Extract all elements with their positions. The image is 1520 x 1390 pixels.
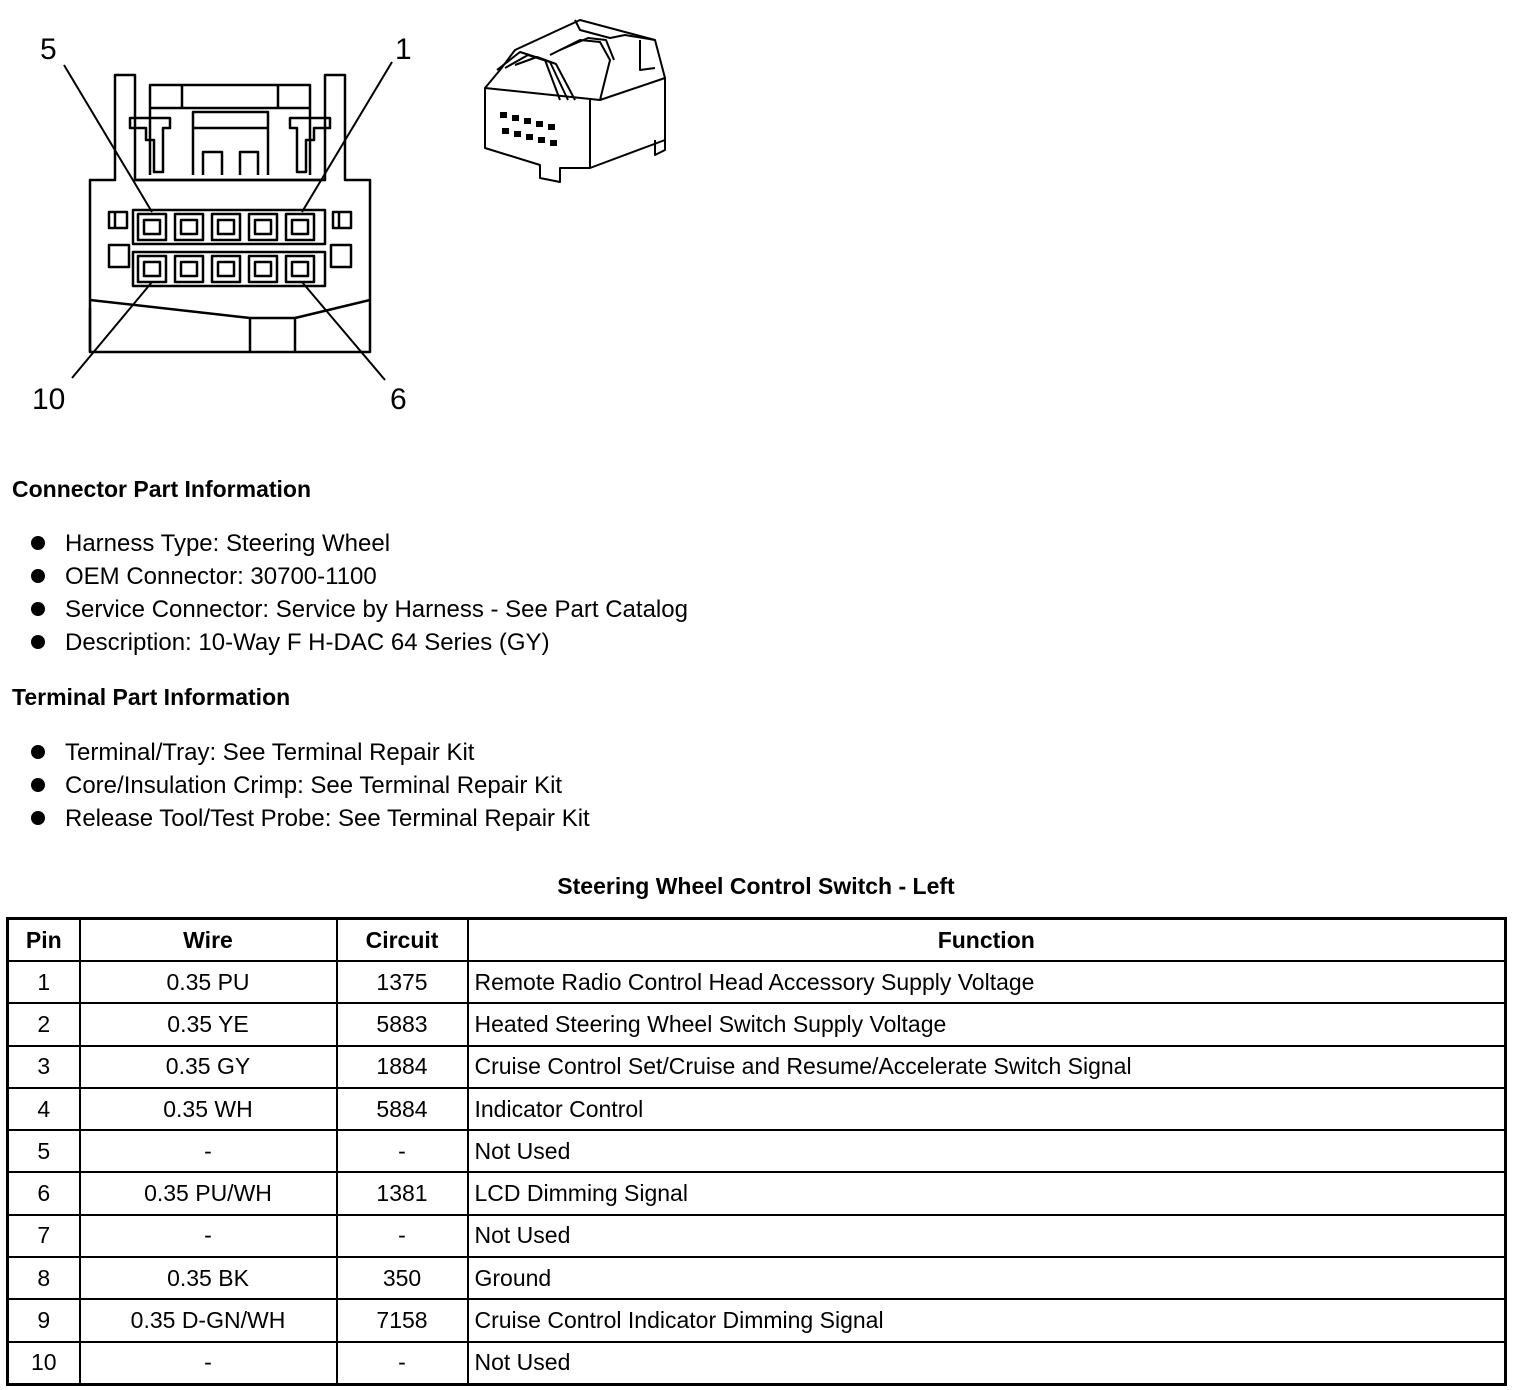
- cell-function: Cruise Control Indicator Dimming Signal: [468, 1299, 1506, 1341]
- cell-function: Heated Steering Wheel Switch Supply Voltage: [468, 1003, 1506, 1045]
- table-row: [8, 1172, 1506, 1214]
- cell-pin: 7: [8, 1215, 80, 1257]
- leader-line-5: [64, 65, 152, 212]
- right-key-bottom: [331, 245, 351, 267]
- cell-function: Ground: [468, 1257, 1506, 1299]
- header-circuit: Circuit: [337, 919, 468, 962]
- cell-pin: 10: [8, 1342, 80, 1385]
- table-row: [8, 1003, 1506, 1045]
- bullet-icon: [31, 536, 45, 550]
- list-item: Service Connector: Service by Harness - See Part Catalog: [28, 593, 688, 626]
- cell-circuit: 5884: [337, 1088, 468, 1130]
- list-item: Harness Type: Steering Wheel: [28, 527, 688, 560]
- cell-wire: -: [80, 1130, 337, 1172]
- leader-line-10: [72, 282, 152, 378]
- cell-pin: 8: [8, 1257, 80, 1299]
- header-function: Function: [468, 919, 1506, 962]
- cell-function: Not Used: [468, 1130, 1506, 1172]
- cell-wire: 0.35 WH: [80, 1088, 337, 1130]
- cell-circuit: 5883: [337, 1003, 468, 1045]
- table-row: [8, 1342, 1506, 1385]
- pin-label-1: 1: [395, 33, 412, 66]
- connector-diagram: [0, 0, 700, 440]
- cell-wire: 0.35 PU: [80, 961, 337, 1003]
- cell-circuit: 350: [337, 1257, 468, 1299]
- header-pin: Pin: [8, 919, 80, 962]
- list-item: Core/Insulation Crimp: See Terminal Repair Kit: [28, 769, 590, 802]
- bullet-icon: [31, 778, 45, 792]
- connector-info-title: Connector Part Information: [12, 476, 312, 502]
- cell-wire: -: [80, 1215, 337, 1257]
- pin-table: [6, 917, 1507, 1386]
- cell-pin: 3: [8, 1046, 80, 1088]
- list-item: Terminal/Tray: See Terminal Repair Kit: [28, 736, 590, 769]
- right-key-top: [333, 212, 351, 228]
- pin-label-5: 5: [40, 33, 57, 66]
- list-item: Description: 10-Way F H-DAC 64 Series (GY): [28, 626, 688, 659]
- bottom-cavities: [138, 256, 314, 282]
- cell-wire: 0.35 PU/WH: [80, 1172, 337, 1214]
- terminal-info-list: [28, 736, 590, 835]
- table-row: [8, 1046, 1506, 1088]
- cell-wire: -: [80, 1342, 337, 1385]
- terminal-info-title: Terminal Part Information: [12, 684, 291, 710]
- cell-circuit: -: [337, 1215, 468, 1257]
- cell-function: Not Used: [468, 1342, 1506, 1385]
- left-key-bottom: [109, 245, 129, 267]
- cell-pin: 2: [8, 1003, 80, 1045]
- leader-line-6: [302, 282, 385, 380]
- list-item: OEM Connector: 30700-1100: [28, 560, 688, 593]
- bullet-icon: [31, 602, 45, 616]
- cell-circuit: 1381: [337, 1172, 468, 1214]
- top-cavities: [138, 214, 314, 240]
- cell-pin: 4: [8, 1088, 80, 1130]
- cell-circuit: 1884: [337, 1046, 468, 1088]
- cell-function: Not Used: [468, 1215, 1506, 1257]
- pin-label-10: 10: [32, 383, 66, 416]
- cell-pin: 9: [8, 1299, 80, 1341]
- pin-table-title: Steering Wheel Control Switch - Left: [557, 873, 955, 899]
- connector-info-list: [28, 527, 688, 659]
- leader-line-1: [302, 62, 392, 212]
- cell-wire: 0.35 BK: [80, 1257, 337, 1299]
- cell-function: Cruise Control Set/Cruise and Resume/Accelerate Switch Signal: [468, 1046, 1506, 1088]
- table-row: [8, 1257, 1506, 1299]
- cell-function: LCD Dimming Signal: [468, 1172, 1506, 1214]
- cell-circuit: 1375: [337, 961, 468, 1003]
- connector-iso-view: [485, 20, 665, 182]
- table-row: [8, 961, 1506, 1003]
- bullet-icon: [31, 811, 45, 825]
- table-header-row: [8, 919, 1506, 962]
- cell-wire: 0.35 YE: [80, 1003, 337, 1045]
- cell-wire: 0.35 GY: [80, 1046, 337, 1088]
- cell-circuit: -: [337, 1342, 468, 1385]
- latch-frame: [150, 85, 310, 175]
- list-item: Release Tool/Test Probe: See Terminal Repair Kit: [28, 802, 590, 835]
- cell-wire: 0.35 D-GN/WH: [80, 1299, 337, 1341]
- cell-circuit: 7158: [337, 1299, 468, 1341]
- bullet-icon: [31, 569, 45, 583]
- cell-pin: 5: [8, 1130, 80, 1172]
- table-row: [8, 1215, 1506, 1257]
- cell-function: Indicator Control: [468, 1088, 1506, 1130]
- latch-left-slot: [203, 152, 222, 175]
- bullet-icon: [31, 635, 45, 649]
- cell-pin: 6: [8, 1172, 80, 1214]
- table-row: [8, 1299, 1506, 1341]
- cell-pin: 1: [8, 961, 80, 1003]
- cell-function: Remote Radio Control Head Accessory Supply Voltage: [468, 961, 1506, 1003]
- bullet-icon: [31, 745, 45, 759]
- housing-bottom-detail: [90, 300, 370, 352]
- header-wire: Wire: [80, 919, 337, 962]
- left-key-top: [109, 212, 127, 228]
- table-row: [8, 1088, 1506, 1130]
- pin-label-6: 6: [390, 383, 407, 416]
- cell-circuit: -: [337, 1130, 468, 1172]
- table-row: [8, 1130, 1506, 1172]
- latch-right-slot: [240, 152, 258, 175]
